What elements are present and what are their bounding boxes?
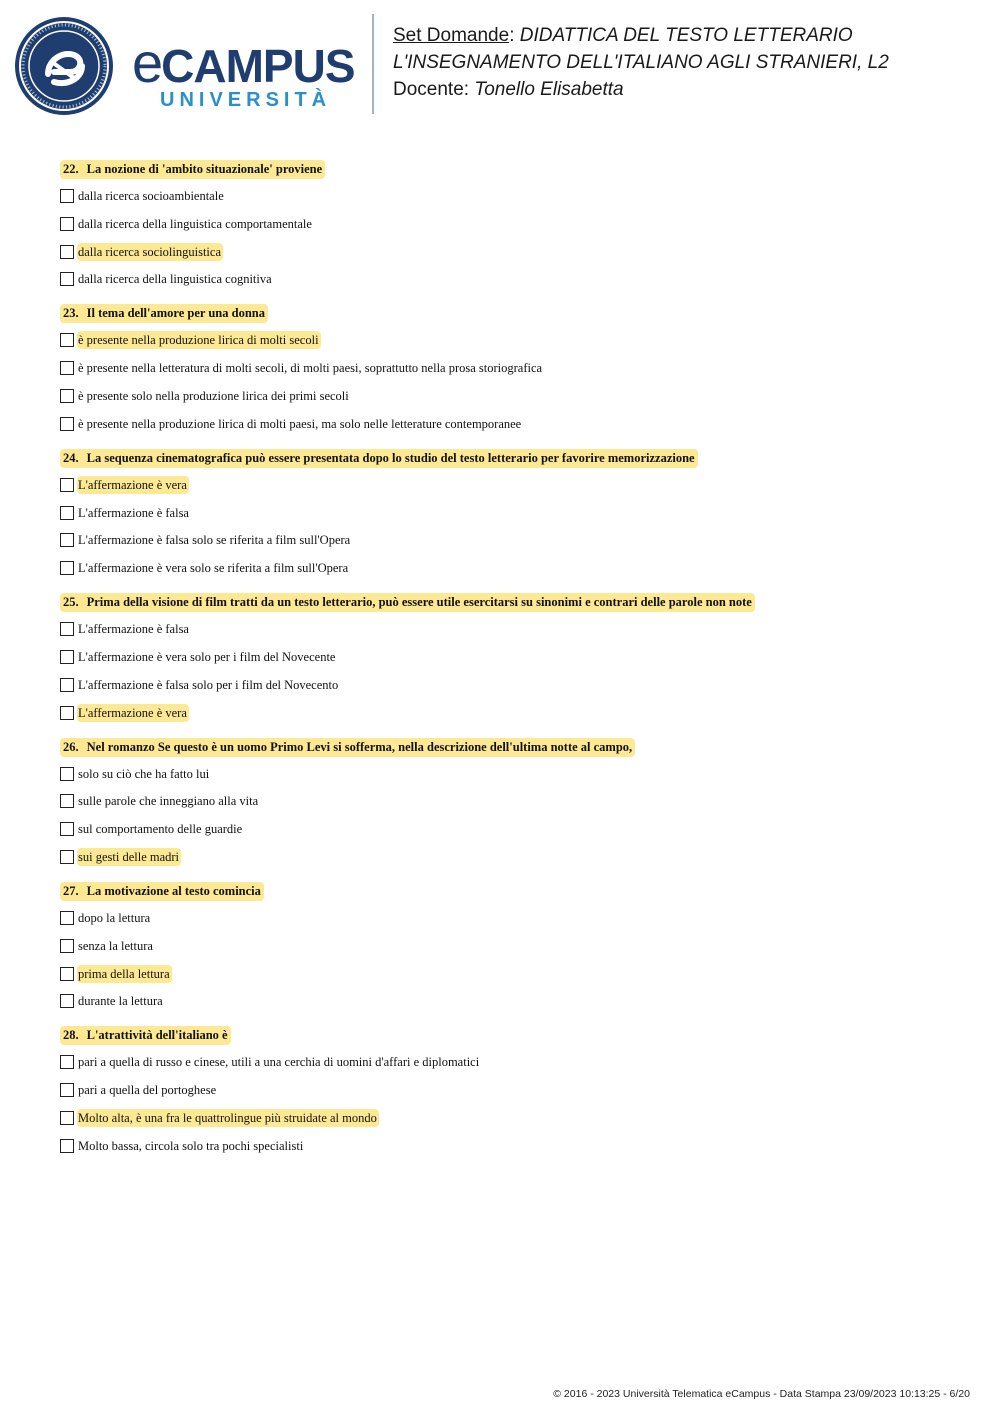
answer-checkbox[interactable]	[60, 245, 74, 259]
teacher-line	[393, 76, 993, 103]
answer-option[interactable]	[60, 386, 960, 406]
question-text: Il tema dell'amore per una donna	[86, 306, 265, 321]
answer-checkbox[interactable]	[60, 678, 74, 692]
answer-text: sulle parole che inneggiano alla vita	[78, 794, 259, 809]
answer-option[interactable]	[60, 619, 960, 639]
answer-option[interactable]	[60, 1136, 960, 1156]
answer-checkbox[interactable]	[60, 389, 74, 403]
answer-text: L'affermazione è vera solo se riferita a film sull'Opera	[78, 561, 349, 576]
answer-checkbox[interactable]	[60, 272, 74, 286]
answer-checkbox[interactable]	[60, 939, 74, 953]
answer-option[interactable]	[60, 242, 960, 262]
question-block	[60, 160, 960, 289]
answer-checkbox[interactable]	[60, 1139, 74, 1153]
answer-option[interactable]	[60, 214, 960, 234]
question-title	[60, 738, 635, 757]
answer-option[interactable]	[60, 1080, 960, 1100]
answer-option[interactable]	[60, 1108, 960, 1128]
question-block	[60, 882, 960, 1011]
question-title	[60, 1026, 231, 1045]
answer-checkbox[interactable]	[60, 1111, 74, 1125]
answer-text: è presente nella produzione lirica di molti paesi, ma solo nelle letterature contemporanee	[78, 416, 522, 431]
answer-checkbox[interactable]	[60, 1055, 74, 1069]
answer-checkbox[interactable]	[60, 706, 74, 720]
correct-answer-text: L'affermazione è vera	[78, 705, 187, 720]
answer-option[interactable]	[60, 936, 960, 956]
correct-answer-text: L'affermazione è vera	[78, 477, 187, 492]
correct-answer-text: dalla ricerca sociolinguistica	[78, 244, 221, 259]
answer-option[interactable]	[60, 703, 960, 723]
answer-checkbox[interactable]	[60, 506, 74, 520]
answer-option[interactable]	[60, 791, 960, 811]
answer-text: pari a quella di russo e cinese, utili a una cerchia di uomini d'affari e diplomatici	[78, 1055, 480, 1070]
answer-option[interactable]	[60, 675, 960, 695]
set-title-line1: Set Domande: DIDATTICA DEL TESTO LETTERARIO	[393, 25, 853, 46]
answer-option[interactable]	[60, 847, 960, 867]
answer-checkbox[interactable]	[60, 361, 74, 375]
answer-checkbox[interactable]	[60, 417, 74, 431]
question-number: 24.	[63, 450, 79, 465]
answer-option[interactable]	[60, 330, 960, 350]
answer-text: dalla ricerca della linguistica cognitiva	[78, 272, 272, 287]
set-title-line2	[393, 49, 993, 76]
answer-checkbox[interactable]	[60, 850, 74, 864]
answer-checkbox[interactable]	[60, 1083, 74, 1097]
answer-text: Molto bassa, circola solo tra pochi specialisti	[78, 1138, 304, 1153]
answer-text: durante la lettura	[78, 994, 163, 1009]
set-info	[393, 22, 993, 103]
answer-text: senza la lettura	[78, 938, 153, 953]
question-title	[60, 449, 698, 468]
correct-answer-text: prima della lettura	[78, 966, 170, 981]
answer-checkbox[interactable]	[60, 189, 74, 203]
question-text: L'atrattività dell'italiano è	[86, 1028, 228, 1043]
answer-checkbox[interactable]	[60, 911, 74, 925]
question-title	[60, 304, 268, 323]
question-number: 22.	[63, 162, 79, 176]
question-number: 25.	[63, 595, 79, 610]
answer-text: L'affermazione è falsa solo per i film del Novecento	[78, 677, 339, 692]
answer-text: L'affermazione è falsa	[78, 622, 189, 637]
answer-option[interactable]	[60, 269, 960, 289]
question-title	[60, 593, 755, 612]
answer-option[interactable]	[60, 764, 960, 784]
answer-text: è presente solo nella produzione lirica dei primi secoli	[78, 388, 349, 403]
teacher-label: Docente:	[393, 79, 470, 100]
header-divider	[372, 14, 374, 114]
set-title-1: DIDATTICA DEL TESTO LETTERARIO	[519, 25, 853, 46]
answer-option[interactable]	[60, 530, 960, 550]
correct-answer-text: è presente nella produzione lirica di molti secoli	[78, 333, 319, 348]
answer-option[interactable]	[60, 558, 960, 578]
answer-checkbox[interactable]	[60, 794, 74, 808]
question-text: La sequenza cinematografica può essere presentata dopo lo studio del testo letterario per favorire memorizzazione	[86, 450, 695, 465]
question-block	[60, 738, 960, 867]
answer-option[interactable]	[60, 819, 960, 839]
answer-text: L'affermazione è falsa	[78, 505, 189, 520]
answer-checkbox[interactable]	[60, 994, 74, 1008]
answer-checkbox[interactable]	[60, 333, 74, 347]
answer-checkbox[interactable]	[60, 217, 74, 231]
page-footer: © 2016 - 2023 Università Telematica eCampus - Data Stampa 23/09/2023 10:13:25 - 6/20	[553, 1388, 970, 1400]
answer-text: sul comportamento delle guardie	[78, 822, 243, 837]
teacher-name: Tonello Elisabetta	[474, 79, 624, 100]
answer-text: è presente nella letteratura di molti secoli, di molti paesi, soprattutto nella prosa storiografica	[78, 361, 543, 376]
answer-option[interactable]	[60, 647, 960, 667]
ecampus-seal-logo-icon	[14, 16, 114, 116]
answer-option[interactable]	[60, 186, 960, 206]
set-title-2: L'INSEGNAMENTO DELL'ITALIANO AGLI STRANIERI, L2	[393, 52, 889, 73]
answer-option[interactable]	[60, 991, 960, 1011]
set-label: Set Domande	[393, 25, 510, 46]
question-number: 26.	[63, 739, 79, 754]
answer-text: dopo la lettura	[78, 910, 151, 925]
brand-name: eCAMPUS	[132, 31, 355, 94]
answer-checkbox[interactable]	[60, 967, 74, 981]
question-text: La motivazione al testo comincia	[86, 883, 261, 898]
answer-checkbox[interactable]	[60, 650, 74, 664]
answer-checkbox[interactable]	[60, 822, 74, 836]
question-text: La nozione di 'ambito situazionale' proviene	[86, 162, 323, 176]
page-header	[0, 0, 1000, 130]
brand-subtitle: UNIVERSITÀ	[160, 89, 332, 111]
correct-answer-text: sui gesti delle madri	[78, 849, 180, 864]
question-title	[60, 882, 264, 901]
correct-answer-text: Molto alta, è una fra le quattrolingue più struidate al mondo	[78, 1110, 377, 1125]
answer-option[interactable]	[60, 414, 960, 434]
answer-option[interactable]	[60, 908, 960, 928]
answer-text: dalla ricerca socioambientale	[78, 189, 224, 203]
answer-option[interactable]	[60, 358, 960, 378]
ecampus-wordmark	[132, 31, 357, 112]
answer-text: solo su ciò che ha fatto lui	[78, 766, 210, 781]
question-text: Prima della visione di film tratti da un testo letterario, può essere utile esercitarsi su sinonimi e contrari delle parole non note	[86, 595, 752, 610]
question-title	[60, 160, 325, 179]
question-block	[60, 1026, 960, 1155]
questions-list	[60, 160, 960, 1171]
answer-option[interactable]	[60, 503, 960, 523]
answer-text: L'affermazione è falsa solo se riferita a film sull'Opera	[78, 533, 351, 548]
question-block	[60, 449, 960, 578]
answer-option[interactable]	[60, 475, 960, 495]
answer-option[interactable]	[60, 964, 960, 984]
answer-checkbox[interactable]	[60, 533, 74, 547]
answer-option[interactable]	[60, 1052, 960, 1072]
answer-checkbox[interactable]	[60, 767, 74, 781]
question-number: 28.	[63, 1028, 79, 1043]
question-block	[60, 304, 960, 433]
question-block	[60, 593, 960, 722]
answer-checkbox[interactable]	[60, 478, 74, 492]
question-number: 27.	[63, 883, 79, 898]
answer-text: pari a quella del portoghese	[78, 1083, 217, 1098]
question-number: 23.	[63, 306, 79, 321]
answer-text: dalla ricerca della linguistica comportamentale	[78, 216, 312, 231]
answer-checkbox[interactable]	[60, 561, 74, 575]
answer-text: L'affermazione è vera solo per i film del Novecente	[78, 649, 336, 664]
question-text: Nel romanzo Se questo è un uomo Primo Levi si sofferma, nella descrizione dell'ultima notte al campo,	[86, 739, 633, 754]
answer-checkbox[interactable]	[60, 622, 74, 636]
